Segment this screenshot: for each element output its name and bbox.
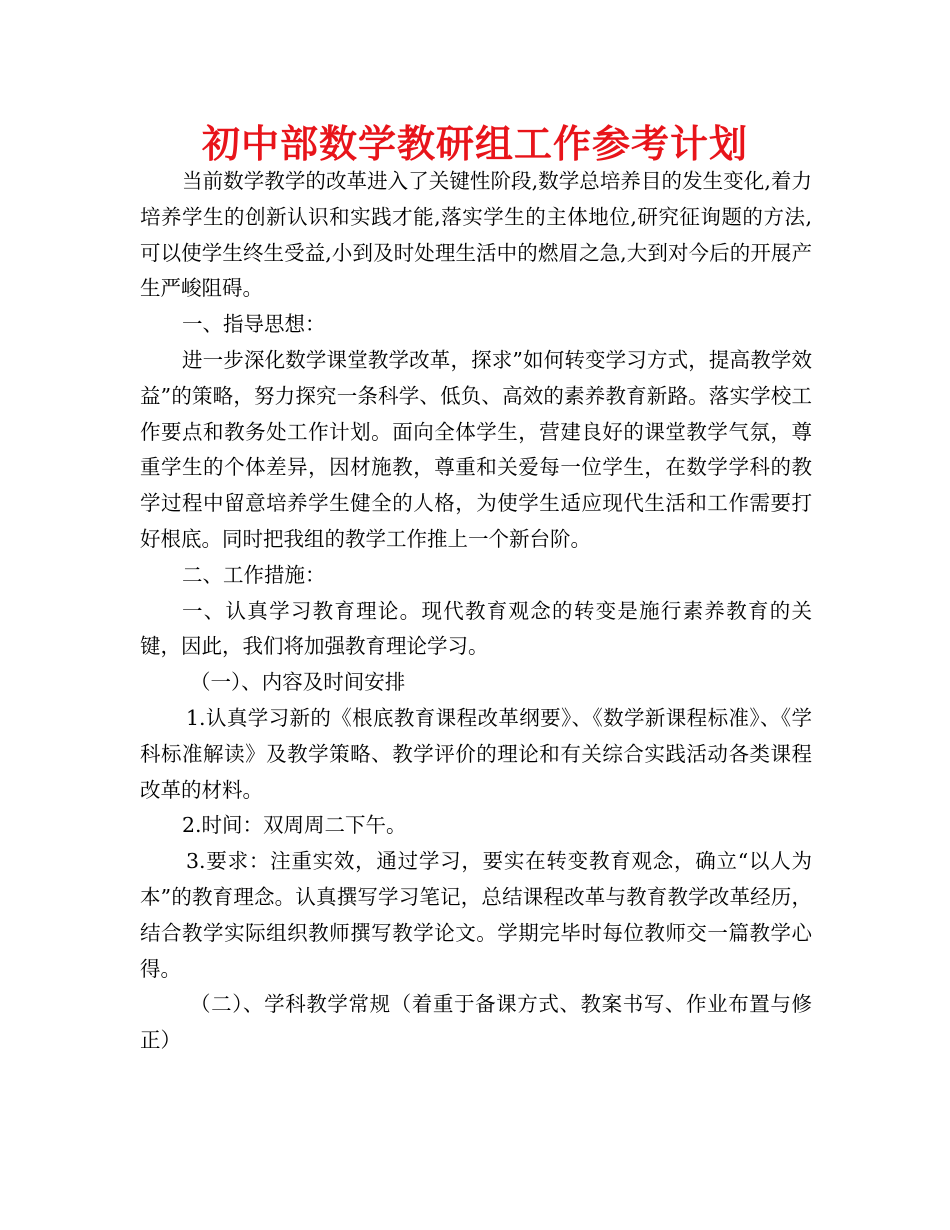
list-item-2: 2.时间：双周周二下午。 xyxy=(182,813,407,838)
heading-work-measures: 二、工作措施： xyxy=(182,562,326,587)
subheading-content-schedule: （一）、内容及时间安排 xyxy=(190,670,406,695)
paragraph-intro: 当前数学教学的改革进入了关键性阶段,数学总培养目的发生变化,着力培养学生的创新认识和实践才能,落实学生的主体地位,研究征询题的方法,可以使学生终生受益,小到及时处理生活中的燃眉之急,大到对今后的开展产生严峻阻碍。 xyxy=(140,169,812,301)
document-body xyxy=(140,164,812,1059)
document-title: 初中部数学教研组工作参考计划 xyxy=(201,122,748,166)
list-item-3: 3.要求：注重实效，通过学习，要实在转变教育观念，确立“以人为本”的教育理念。认真撰写学习笔记，总结课程改革与教育教学改革经历，结合教学实际组织教师撰写教学论文。学期完毕时每位教师交一篇教学心得。 xyxy=(140,849,812,981)
subheading-teaching-routine: （二）、学科教学常规（着重于备课方式、教案书写、作业布置与修正） xyxy=(140,992,812,1053)
heading-guiding-thought: 一、指导思想： xyxy=(182,312,326,337)
paragraph-guiding-thought: 进一步深化数学课堂教学改革，探求”如何转变学习方式，提高教学效益”的策略，努力探究一条科学、低负、高效的素养教育新路。落实学校工作要点和教务处工作计划。面向全体学生，营建良好的课堂教学气氛，尊重学生的个体差异，因材施教，尊重和关爱每一位学生，在数学学科的教学过程中留意培养学生健全的人格，为使学生适应现代生活和工作需要打好根底。同时把我组的教学工作推上一个新台阶。 xyxy=(140,347,812,551)
paragraph-study-theory: 一、认真学习教育理论。现代教育观念的转变是施行素养教育的关键，因此，我们将加强教育理论学习。 xyxy=(140,598,812,659)
list-item-1: 1.认真学习新的《根底教育课程改革纲要》、《数学新课程标准》、《学科标准解读》及教学策略、教学评价的理论和有关综合实践活动各类课程改革的材料。 xyxy=(140,705,812,802)
